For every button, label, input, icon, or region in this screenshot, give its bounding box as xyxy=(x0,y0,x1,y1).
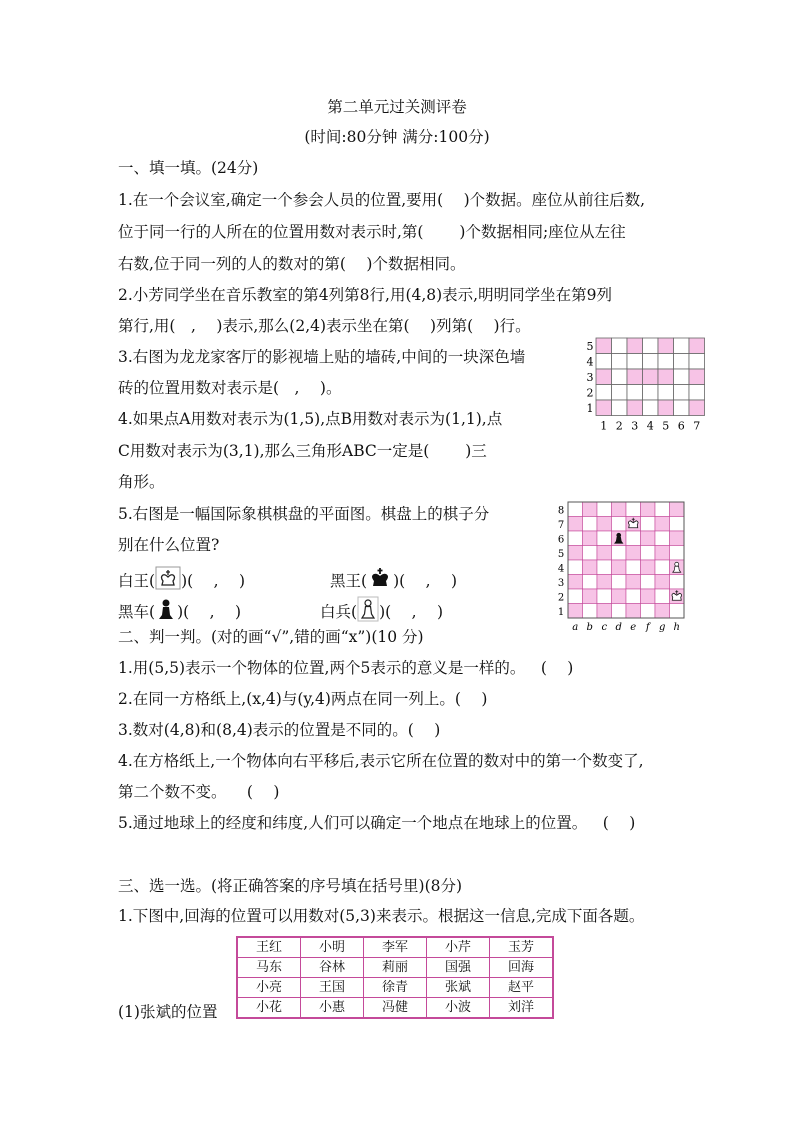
white-king-item xyxy=(118,566,245,598)
s1-q5-line1: 5.右图是一幅国际象棋棋盘的平面图。棋盘上的棋子分 xyxy=(118,505,490,523)
tile-pink xyxy=(596,338,612,354)
s1-q3-line1: 3.右图为龙龙家客厅的影视墙上贴的墙砖,中间的一块深色墙 xyxy=(118,348,526,366)
chess-square xyxy=(655,589,670,604)
seat-cell: 张斌 xyxy=(427,978,490,998)
tile-y-label: 1 xyxy=(586,401,594,415)
section3-heading: 三、选一选。(将正确答案的序号填在括号里)(8分) xyxy=(118,877,463,895)
tile-pink xyxy=(596,369,612,385)
chess-file-label: c xyxy=(601,622,608,633)
chess-square xyxy=(670,575,685,590)
tile-y-label: 4 xyxy=(586,355,594,369)
black-rook-label: 黑车( xyxy=(118,603,156,621)
tile-white xyxy=(596,385,612,401)
chess-square xyxy=(597,531,612,546)
tile-x-label: 2 xyxy=(615,419,623,433)
chess-square xyxy=(612,575,627,590)
chess-square xyxy=(641,604,656,619)
chess-square xyxy=(583,589,598,604)
chess-square xyxy=(597,604,612,619)
s2-q3: 3.数对(4,8)和(8,4)表示的位置是不同的。( ) xyxy=(118,721,441,739)
tile-pink xyxy=(627,369,643,385)
seat-cell: 国强 xyxy=(427,958,490,978)
tile-white xyxy=(612,385,628,401)
s3-q1: 1.下图中,回海的位置可以用数对(5,3)来表示。根据这一信息,完成下面各题。 xyxy=(118,907,645,925)
s1-q1-line1: 1.在一个会议室,确定一个参会人员的位置,要用( )个数据。座位从前往后数, xyxy=(118,191,646,209)
tile-white xyxy=(612,400,628,416)
s2-q4-line1: 4.在方格纸上,一个物体向右平移后,表示它所在位置的数对中的第一个数变了, xyxy=(118,752,644,770)
tile-pink xyxy=(627,338,643,354)
section2-heading: 二、判一判。(对的画“√”,错的画“x”)(10 分) xyxy=(118,628,424,646)
chess-rank-label: 4 xyxy=(557,563,565,575)
tile-white xyxy=(674,400,690,416)
chess-square xyxy=(583,546,598,561)
tile-y-label: 2 xyxy=(586,386,594,400)
tile-white xyxy=(612,338,628,354)
chess-square xyxy=(670,502,685,517)
seat-cell: 王国 xyxy=(301,978,364,998)
chess-square xyxy=(612,502,627,517)
white-king-label: 白王( xyxy=(118,572,156,590)
chess-square xyxy=(597,575,612,590)
chess-square xyxy=(612,546,627,561)
s2-q4-line2: 第二个数不变。 ( ) xyxy=(118,783,280,801)
seat-cell: 王红 xyxy=(237,937,301,958)
chess-square xyxy=(583,517,598,532)
tile-pink xyxy=(689,338,705,354)
tile-white xyxy=(674,385,690,401)
seat-cell: 冯健 xyxy=(364,998,427,1019)
black-pawn-icon xyxy=(155,596,177,630)
chess-file-label: e xyxy=(630,622,637,633)
chess-file-label: d xyxy=(615,622,622,633)
tile-white xyxy=(612,369,628,385)
white-pawn-label: 白兵( xyxy=(320,603,358,621)
chess-square xyxy=(655,546,670,561)
chess-square xyxy=(655,502,670,517)
s1-q2-line2: 第行,用( , )表示,那么(2,4)表示坐在第( )列第( )行。 xyxy=(118,317,531,335)
s1-q1-line2: 位于同一行的人所在的位置用数对表示时,第( )个数据相同;座位从左往 xyxy=(118,223,626,241)
tile-white xyxy=(643,385,659,401)
tile-y-label: 3 xyxy=(586,370,594,384)
chess-square xyxy=(655,604,670,619)
seat-cell: 小波 xyxy=(427,998,490,1019)
tile-white xyxy=(674,354,690,370)
chess-square xyxy=(626,575,641,590)
section1-heading: 一、填一填。(24分) xyxy=(118,159,259,177)
tile-pink xyxy=(643,369,659,385)
chess-square xyxy=(583,604,598,619)
black-king-item xyxy=(330,566,457,598)
chess-square xyxy=(641,517,656,532)
tile-white xyxy=(643,400,659,416)
s2-q2: 2.在同一方格纸上,(x,4)与(y,4)两点在同一列上。( ) xyxy=(118,690,488,708)
chess-square xyxy=(670,546,685,561)
chess-square xyxy=(655,575,670,590)
chess-rank-label: 8 xyxy=(557,505,565,517)
chess-square xyxy=(583,575,598,590)
seat-cell: 小芹 xyxy=(427,937,490,958)
tile-grid xyxy=(578,334,708,434)
black-king-blank: )( , ) xyxy=(393,572,457,590)
s1-q2-line1: 2.小芳同学坐在音乐教室的第4列第8行,用(4,8)表示,明明同学坐在第9列 xyxy=(118,286,612,304)
tile-pink xyxy=(658,369,674,385)
chess-file-label: b xyxy=(586,622,593,633)
tile-pink xyxy=(689,369,705,385)
chess-square xyxy=(670,604,685,619)
chess-square xyxy=(597,517,612,532)
chess-square xyxy=(597,546,612,561)
chess-square xyxy=(568,546,583,561)
seat-cell: 小明 xyxy=(301,937,364,958)
tile-white xyxy=(627,385,643,401)
seat-cell: 谷林 xyxy=(301,958,364,978)
chess-square xyxy=(568,502,583,517)
chess-file-label: h xyxy=(673,622,680,633)
tile-white xyxy=(689,354,705,370)
seat-cell: 赵平 xyxy=(490,978,554,998)
chess-file-label: f xyxy=(645,622,650,633)
seat-table xyxy=(236,936,554,1019)
s2-q5: 5.通过地球上的经度和纬度,人们可以确定一个地点在地球上的位置。 ( ) xyxy=(118,814,636,832)
chess-rank-label: 6 xyxy=(557,534,565,546)
tile-white xyxy=(674,338,690,354)
black-king-icon xyxy=(367,566,393,598)
chess-square xyxy=(583,560,598,575)
chess-square xyxy=(612,604,627,619)
table-row xyxy=(237,937,553,958)
seat-cell: 刘洋 xyxy=(490,998,554,1019)
s1-q3-line2: 砖的位置用数对表示是( , )。 xyxy=(118,379,342,397)
white-pawn-blank: )( , ) xyxy=(379,603,443,621)
chess-square xyxy=(641,560,656,575)
seat-cell: 徐青 xyxy=(364,978,427,998)
tile-x-label: 6 xyxy=(677,419,685,433)
tile-white xyxy=(658,354,674,370)
chess-square xyxy=(641,531,656,546)
tile-white xyxy=(627,354,643,370)
chess-square xyxy=(641,575,656,590)
seat-cell: 玉芳 xyxy=(490,937,554,958)
chess-rank-label: 5 xyxy=(557,548,565,560)
s1-q4-line2: C用数对表示为(3,1),那么三角形ABC一定是( )三 xyxy=(118,442,487,460)
tile-white xyxy=(612,354,628,370)
white-king-blank: )( , ) xyxy=(181,572,245,590)
chess-square xyxy=(568,531,583,546)
chess-square xyxy=(612,589,627,604)
chess-square xyxy=(655,517,670,532)
seat-cell: 小花 xyxy=(237,998,301,1019)
chess-square xyxy=(641,589,656,604)
s1-q4-line3: 角形。 xyxy=(118,473,165,491)
chess-square xyxy=(641,546,656,561)
tile-x-label: 5 xyxy=(662,419,670,433)
tile-x-label: 4 xyxy=(646,419,654,433)
s1-q1-line3: 右数,位于同一列的人的数对的第( )个数据相同。 xyxy=(118,255,466,273)
s3-sub1: (1)张斌的位置 xyxy=(118,1003,218,1021)
chess-square xyxy=(626,546,641,561)
chess-square xyxy=(597,589,612,604)
chess-square xyxy=(626,502,641,517)
chess-square xyxy=(626,589,641,604)
page-subtitle: (时间:80分钟 满分:100分) xyxy=(304,128,490,146)
chess-file-label: a xyxy=(572,622,579,633)
page-title: 第二单元过关测评卷 xyxy=(327,98,467,116)
tile-pink xyxy=(689,400,705,416)
chess-square xyxy=(626,560,641,575)
black-king-label: 黑王( xyxy=(330,572,368,590)
tile-pink xyxy=(658,338,674,354)
chess-square xyxy=(597,560,612,575)
chess-square xyxy=(670,517,685,532)
chess-rank-label: 1 xyxy=(557,606,565,618)
black-rook-blank: )( , ) xyxy=(177,603,241,621)
white-pawn-item xyxy=(320,596,443,630)
chess-square xyxy=(655,560,670,575)
white-king-icon xyxy=(155,566,181,598)
tile-white xyxy=(689,385,705,401)
tile-white xyxy=(643,354,659,370)
chess-square xyxy=(612,517,627,532)
tile-pink xyxy=(596,400,612,416)
tile-y-label: 5 xyxy=(586,339,594,353)
seat-cell: 回海 xyxy=(490,958,554,978)
tile-x-label: 3 xyxy=(631,419,639,433)
chess-square xyxy=(568,589,583,604)
tile-white xyxy=(674,369,690,385)
s2-q1: 1.用(5,5)表示一个物体的位置,两个5表示的意义是一样的。 ( ) xyxy=(118,659,574,677)
table-row xyxy=(237,998,553,1019)
black-rook-item xyxy=(118,596,241,630)
seat-cell: 李军 xyxy=(364,937,427,958)
chess-square xyxy=(583,531,598,546)
tile-white xyxy=(596,354,612,370)
chess-square xyxy=(612,560,627,575)
seat-cell: 莉丽 xyxy=(364,958,427,978)
tile-x-label: 1 xyxy=(600,419,608,433)
tile-pink xyxy=(658,400,674,416)
chess-rank-label: 7 xyxy=(557,519,565,531)
chess-square xyxy=(568,517,583,532)
tile-x-label: 7 xyxy=(693,419,701,433)
seat-cell: 小亮 xyxy=(237,978,301,998)
chess-square xyxy=(641,502,656,517)
tile-pink xyxy=(627,400,643,416)
seat-cell: 马东 xyxy=(237,958,301,978)
white-pawn-icon xyxy=(357,596,379,630)
tile-white xyxy=(643,338,659,354)
chess-square xyxy=(568,560,583,575)
chess-square xyxy=(670,531,685,546)
chess-square xyxy=(583,502,598,517)
chess-board xyxy=(552,498,694,640)
chess-square xyxy=(655,531,670,546)
tile-white xyxy=(658,385,674,401)
chess-rank-label: 2 xyxy=(557,592,565,604)
chess-square xyxy=(626,604,641,619)
chess-square xyxy=(568,575,583,590)
s1-q4-line1: 4.如果点A用数对表示为(1,5),点B用数对表示为(1,1),点 xyxy=(118,410,503,428)
s1-q5-line2: 别在什么位置? xyxy=(118,536,220,554)
seat-cell: 小惠 xyxy=(301,998,364,1019)
table-row xyxy=(237,958,553,978)
chess-file-label: g xyxy=(659,622,666,633)
chess-square xyxy=(597,502,612,517)
chess-rank-label: 3 xyxy=(557,577,565,589)
chess-square xyxy=(626,531,641,546)
table-row xyxy=(237,978,553,998)
chess-square xyxy=(568,604,583,619)
